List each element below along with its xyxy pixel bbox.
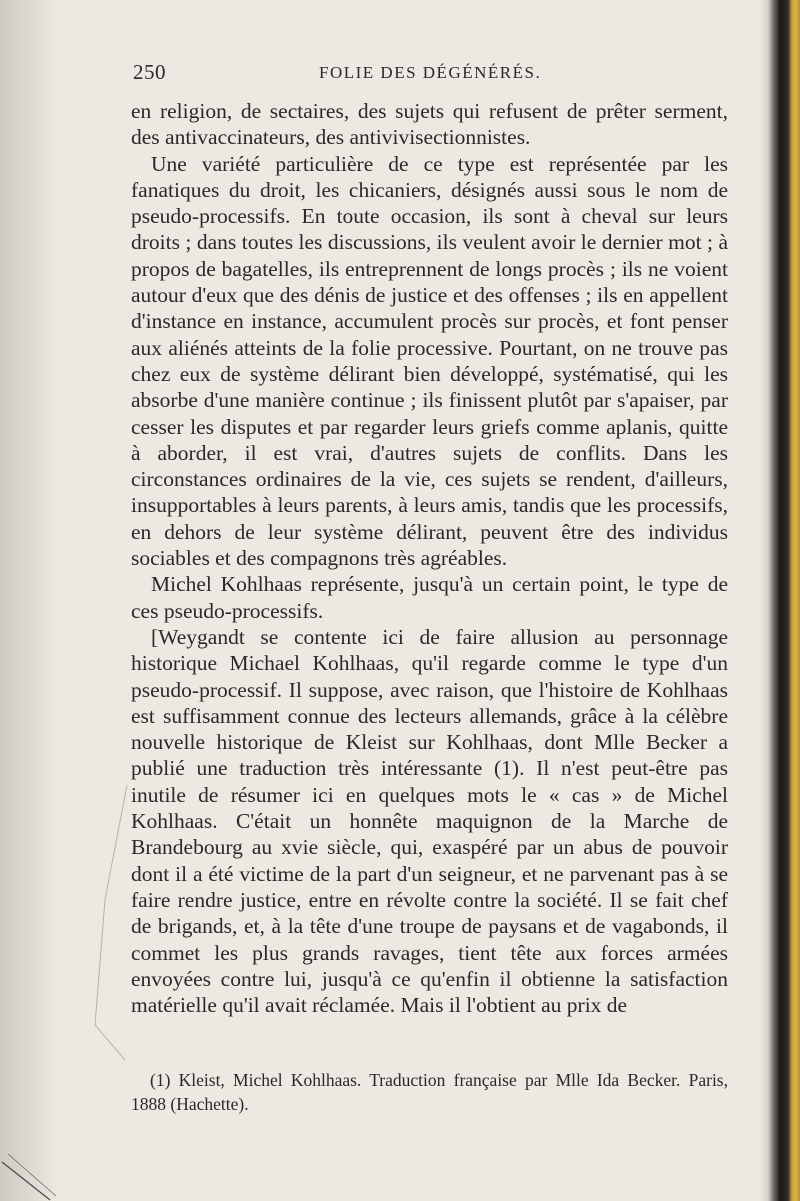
running-title: FOLIE DES DÉGÉNÉRÉS.: [319, 63, 542, 82]
page-header: [133, 60, 728, 90]
paragraph-weygandt-note: [Weygandt se contente ici de faire allusion au personnage historique Michael Kohlhaas, qu'il regarde comme le type d'un pseudo-processif. Il suppose, avec raison, que l'histoire de Kohlhaas est suffisamment connue des lecteurs allemands, grâce à la célèbre nouvelle historique de Kleist sur Kohlhaas, dont Mlle Becker a publié une traduction très intéressante (1). Il n'est peut-être pas inutile de résumer ici en quelques mots le « cas » de Michel Kohlhaas. C'était un honnête maquignon de la Marche de Brandebourg au xvie siècle, qui, exaspéré par un abus de pouvoir dont il a été victime de la part d'un seigneur, et ne parvenant pas à se faire rendre justice, entre en révolte contre la société. Il se fait chef de brigands, et, à la tête d'une troupe de paysans et de vagabonds, il commet les plus grands ravages, tient tête aux forces armées envoyées contre lui, jusqu'à ce qu'enfin il obtienne la satisfaction matérielle qu'il avait réclamée. Mais il l'obtient au prix de: [131, 624, 728, 1018]
corner-pencil-mark: [0, 1150, 60, 1201]
pencil-margin-mark: [85, 780, 130, 1120]
footnote: [131, 1068, 728, 1116]
paragraph-continuation: en religion, de sectaires, des sujets qui refusent de prêter serment, des antivaccinateurs, des antivivisectionnistes.: [131, 99, 728, 150]
paragraph-kohlhaas-intro: Michel Kohlhaas représente, jusqu'à un certain point, le type de ces pseudo-processifs.: [131, 572, 728, 623]
main-text: [131, 98, 728, 1018]
page-shadow: [0, 0, 60, 1201]
book-binding-edge: [760, 0, 800, 1201]
page-number: 250: [133, 60, 166, 84]
paragraph-pseudo-processifs: Une variété particulière de ce type est représentée par les fanatiques du droit, les chicaniers, désignés aussi sous le nom de pseudo-processifs. En toute occasion, ils sont à cheval sur leurs droits ; dans toutes les discussions, ils veulent avoir le dernier mot ; à propos de bagatelles, ils entreprennent de longs procès ; ils ne voient autour d'eux que des dénis de justice et des offenses ; ils en appellent d'instance en instance, accumulent procès sur procès, et font penser aux aliénés atteints de la folie processive. Pourtant, on ne trouve pas chez eux de système délirant bien développé, systématisé, qui les absorbe d'une manière continue ; ils finissent plutôt par s'apaiser, par cesser les disputes et par regarder leurs griefs comme aplanis, quitte à aborder, il est vrai, d'autres sujets de conflits. Dans les circonstances ordinaires de la vie, ces sujets se rendent, d'ailleurs, insupportables à leurs parents, à leurs amis, tandis que les processifs, en dehors de leur système délirant, peuvent être des individus sociables et des compagnons très agréables.: [131, 151, 728, 571]
footnote-text: (1) Kleist, Michel Kohlhaas. Traduction française par Mlle Ida Becker. Paris, 1888 (Hachette).: [131, 1070, 728, 1114]
